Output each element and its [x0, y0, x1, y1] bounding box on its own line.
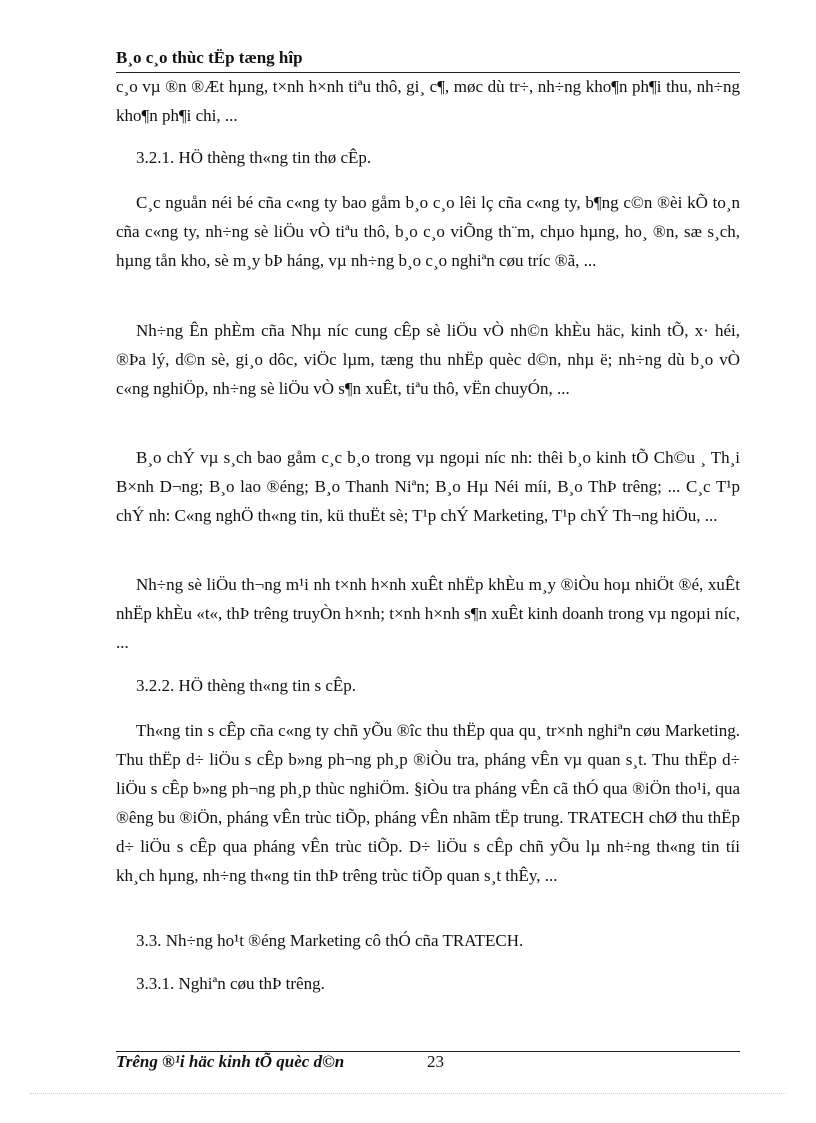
paragraph-internal-sources: C¸c nguån néi bé cña c«ng ty bao gåm b¸o c¸o lêi lç cña c«ng ty, b¶ng c©n ®èi kÕ to¸n cña c«ng ty, nh÷ng sè liÖu vÒ tiªu thô, b¸o c¸o viÕng th¨m, chµo hµng, ho¸ ®n, sæ s¸ch, hµng tån kho, sè m¸y bÞ háng, vµ nh÷ng b¸o c¸o nghiªn cøu tríc ®ã, ...	[116, 193, 740, 270]
paragraph-newspapers: B¸o chÝ vµ s¸ch bao gåm c¸c b¸o trong vµ ngoµi níc nh: thêi b¸o kinh tÕ Ch©u ¸ Th¸i B×nh D¬ng; B¸o lao ®éng; B¸o Thanh Niªn; B¸o Hµ Néi míi, B¸o ThÞ trêng; ... C¸c T¹p chÝ nh: C«ng nghÖ th«ng tin, kü thuËt sè; T¹p chÝ Marketing, T¹p chÝ Th¬ng hiÖu, ...	[116, 448, 740, 525]
paragraph-intro: c¸o vµ ®n ®Æt hµng, t×nh h×nh tiªu thô, gi¸ c¶, møc dù tr÷, nh÷ng kho¶n ph¶i thu, nh÷ng kho¶n ph¶i chi, ...	[116, 77, 740, 125]
footer-school-name: Trêng ®¹i häc kinh tÕ quèc d©n	[116, 1052, 345, 1071]
paragraph-commercial-data: Nh÷ng sè liÖu th¬ng m¹i nh t×nh h×nh xuÊt nhËp khÈu m¸y ®iÒu hoµ nhiÖt ®é, xuÊt nhËp khÈu «t«, thÞ trêng truyÒn h×nh; t×nh h×nh s¶n xuÊt kinh doanh trong vµ ngoµi níc, ...	[116, 575, 740, 652]
paragraph-publications: Nh÷ng Ên phÈm cña Nhµ níc cung cÊp sè liÖu vÒ nh©n khÈu häc, kinh tÕ, x· héi, ®Þa lý, d©n sè, gi¸o dôc, viÖc lµm, tæng thu nhËp quèc d©n, nhµ ë; nh÷ng dù b¸o vÒ c«ng nghiÖp, nh÷ng sè liÖu vÒ s¶n xuÊt, tiªu thô, vËn chuyÓn, ...	[116, 321, 740, 398]
page-number: 23	[427, 1052, 444, 1071]
heading-3-2-1: 3.2.1. HÖ thèng th«ng tin thø cÊp.	[136, 148, 372, 167]
heading-3-2-2: 3.2.2. HÖ thèng th«ng tin s cÊp.	[136, 676, 357, 695]
heading-3-3-1: 3.3.1. Nghiªn cøu thÞ trêng.	[136, 974, 325, 993]
header-title: B¸o c¸o thùc tËp tæng hîp	[116, 48, 303, 67]
heading-3-3: 3.3. Nh÷ng ho¹t ®éng Marketing cô thÓ cña TRATECH.	[136, 931, 524, 950]
paragraph-primary-info: Th«ng tin s cÊp cña c«ng ty chñ yÕu ®îc thu thËp qua qu¸ tr×nh nghiªn cøu Marketing. Thu thËp d÷ liÖu s cÊp b»ng ph¬ng ph¸p ®iÒu tra, pháng vÊn vµ quan s¸t. Thu thËp d÷ liÖu s cÊp b»ng ph¬ng ph¸p thùc nghiÖm. §iÒu tra pháng vÊn cã thÓ qua ®iÖn tho¹i, qua ®êng bu ®iÖn, pháng vÊn trùc tiÕp, pháng vÊn nhãm tËp trung. TRATECH chØ thu thËp d÷ liÖu s cÊp qua pháng vÊn trùc tiÕp. D÷ liÖu s cÊp chñ yÕu lµ nh÷ng th«ng tin tíi kh¸ch hµng, nh÷ng th«ng tin thÞ trêng trùc tiÕp quan s¸t thÊy, ...	[116, 721, 740, 885]
page-bottom-border	[30, 1093, 786, 1094]
